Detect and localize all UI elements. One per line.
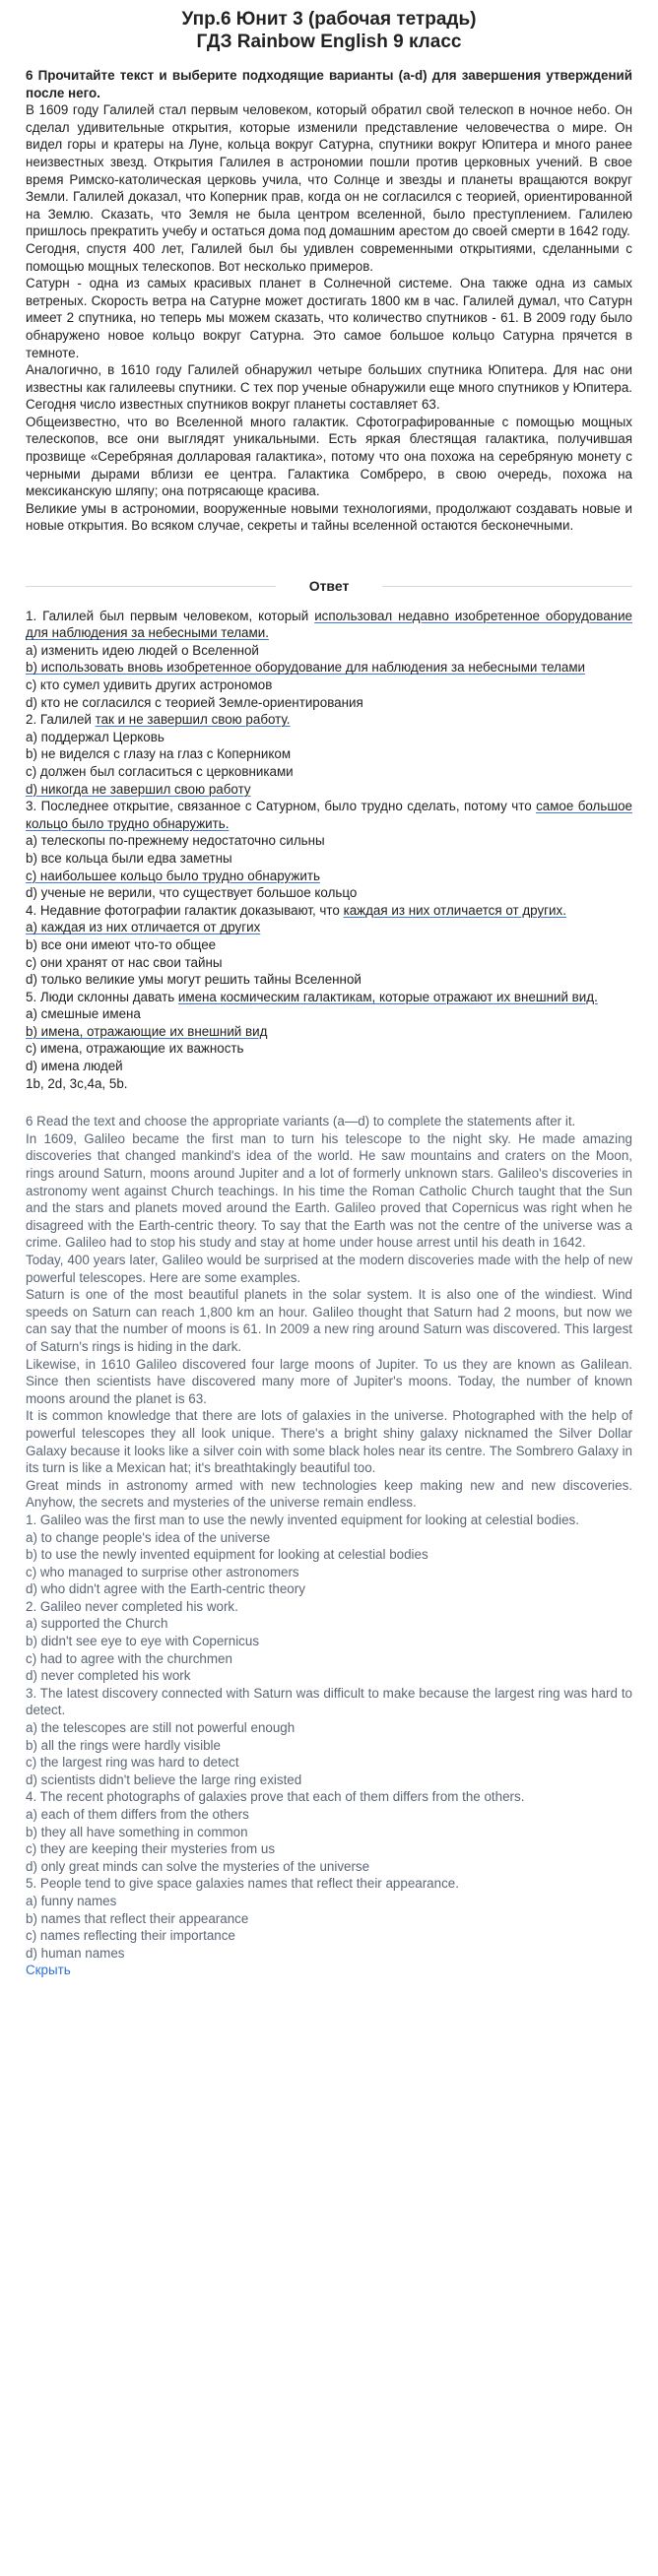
question-5-text: 5. Люди склонны давать xyxy=(26,989,178,1004)
question-1-text: 1. Галилей был первым человеком, который xyxy=(26,608,315,623)
answer-label: Ответ xyxy=(308,578,350,595)
english-line: b) names that reflect their appearance xyxy=(26,1910,249,1926)
english-line: b) to use the newly invented equipment for looking at celestial bodies xyxy=(26,1547,428,1563)
option-2d-correct xyxy=(26,781,632,799)
option-3b: b) все кольца были едва заметны xyxy=(26,850,232,866)
option-4a-correct xyxy=(26,919,632,936)
question-5-highlight: имена космическим галактикам, которые отражают их внешний вид. xyxy=(177,989,598,1004)
question-4 xyxy=(26,902,632,920)
option-5d: d) имена людей xyxy=(26,1059,123,1074)
option-5b-text: b) имена, отражающие их внешний вид xyxy=(26,1023,268,1039)
answer-divider xyxy=(26,578,632,596)
question-2-highlight: так и не завершил свою работу. xyxy=(95,712,291,728)
question-3-text: 3. Последнее открытие, связанное с Сатурном, было трудно сделать, потому что xyxy=(26,799,537,814)
title-line-1: Упр.6 Юнит 3 (рабочая тетрадь) xyxy=(181,9,477,30)
english-line: a) the telescopes are still not powerful enough xyxy=(26,1720,296,1736)
option-3c-text: c) наибольшее кольцо было трудно обнаружить xyxy=(26,868,320,883)
option-2b: b) не виделся с глазу на глаз с Коперником xyxy=(26,746,292,762)
page-title xyxy=(26,8,632,53)
divider-line-left xyxy=(26,586,276,587)
question-3-highlight: самое большое кольцо было трудно обнаружить. xyxy=(26,799,632,831)
english-line: d) only great minds can solve the mysteries of the universe xyxy=(26,1858,370,1874)
task-heading: 6 Прочитайте текст и выберите подходящие варианты (a-d) для завершения утверждений после него. xyxy=(26,68,632,100)
option-4c: c) они хранят от нас свои тайны xyxy=(26,954,223,970)
option-2a: a) поддержал Церковь xyxy=(26,729,164,744)
english-line: 4. The recent photographs of galaxies prove that each of them differs from the others. xyxy=(26,1789,525,1805)
english-line: d) never completed his work xyxy=(26,1668,191,1684)
task-paragraph: В 1609 году Галилей стал первым человеком, который обратил свой телескоп в ночное небо. Он сделал удивительные открытия, которые изменили представление человечества о мире. Он видел горы и кратеры на Луне, кольца вокруг Сатурна, спутники вокруг Юпитера и много ранее неизвестных звезд. Открытия Галилея в астрономии пошли против церковных учений. В свое время Римско-католическая церковь учила, что Солнце и звезды и планеты вращаются вокруг Земли. Галилей доказал, что Коперник прав, когда он не согласился с теорией, ориентированной на Землю. Сказать, что Земля не была центром вселенной, было преступлением. Галилею пришлось прекратить учебу и остаться дома под домашним арестом до своей смерти в 1642 году. xyxy=(26,102,632,239)
option-5a: a) смешные имена xyxy=(26,1006,141,1022)
english-line: Great minds in astronomy armed with new technologies keep making new and new discoveries. Anyhow, the secrets and mysteries of the universe remain endless. xyxy=(26,1477,632,1511)
question-1-highlight: использовал недавно изобретенное оборудование для наблюдения за небесными телами. xyxy=(26,608,632,641)
english-line: c) they are keeping their mysteries from us xyxy=(26,1841,276,1857)
english-line: c) who managed to surprise other astronomers xyxy=(26,1564,299,1579)
english-line: d) scientists didn't believe the large ring existed xyxy=(26,1771,302,1787)
option-3c-correct xyxy=(26,868,632,885)
option-4b: b) все они имеют что-то общее xyxy=(26,936,217,952)
title-line-2: ГДЗ Rainbow English 9 класс xyxy=(196,32,462,52)
english-line: d) who didn't agree with the Earth-centric theory xyxy=(26,1581,305,1597)
task-paragraph: Общеизвестно, что во Вселенной много галактик. Сфотографированные с помощью мощных телескопов, все они выглядят уникальными. Есть яркая блестящая галактика, получившая прозвище «Серебряная долларовая галактика», потому что она похожа на серебряную монету с черными дырами вблизи ее центра. Галактика Сомбреро, в свою очередь, похожа на мексиканскую шляпу; она потрясающе красива. xyxy=(26,414,632,499)
english-line: a) supported the Church xyxy=(26,1616,168,1632)
option-5b-correct xyxy=(26,1023,632,1041)
task-paragraph: Аналогично, в 1610 году Галилей обнаружил четыре больших спутника Юпитера. Для нас они известны как галилеевы спутники. С тех пор ученые обнаружили еще много спутников у Юпитера. Сегодня число известных спутников вокруг планеты составляет 63. xyxy=(26,362,632,413)
english-line: 5. People tend to give space galaxies names that reflect their appearance. xyxy=(26,1876,459,1892)
english-line: In 1609, Galileo became the first man to turn his telescope to the night sky. He made amazing discoveries that changed mankind's idea of the world. He saw mountains and craters on the Moon, rings around Saturn, moons around Jupiter and a lot of formerly unknown stars. Galileo's discoveries in astronomy went against Church teachings. In his time the Roman Catholic Church taught that the Sun and the stars and planets moved around the Earth. Galileo proved that Copernicus was right when he disagreed with the Earth-centric theory. To say that the Earth was not the centre of the universe was a crime. Galileo had to stop his study and stay at home under house arrest until his death in 1642. xyxy=(26,1130,632,1251)
english-line: Likewise, in 1610 Galileo discovered four large moons of Jupiter. To us they are known as Galilean. Since then scientists have discovered many more of Jupiter's moons. Today, the number of known moons around the planet is 63. xyxy=(26,1356,632,1406)
english-line: d) human names xyxy=(26,1945,125,1961)
english-line: b) they all have something in common xyxy=(26,1824,248,1839)
divider-line-right xyxy=(382,586,632,587)
hide-link[interactable]: Скрыть xyxy=(26,1963,71,1978)
task-paragraph: Великие умы в астрономии, вооруженные новыми технологиями, продолжают создавать новые и новые открытия. Во всяком случае, секреты и тайны вселенной остаются бесконечными. xyxy=(26,500,632,534)
english-line: 2. Galileo never completed his work. xyxy=(26,1598,238,1614)
english-line: 6 Read the text and choose the appropriate variants (a—d) to complete the statements after it. xyxy=(26,1114,576,1129)
english-line: c) names reflecting their importance xyxy=(26,1928,235,1944)
english-line: Today, 400 years later, Galileo would be surprised at the modern discoveries made with the help of new powerful telescopes. Here are some examples. xyxy=(26,1253,632,1285)
question-4-text: 4. Недавние фотографии галактик доказывают, что xyxy=(26,902,344,918)
english-line: c) the largest ring was hard to detect xyxy=(26,1755,239,1771)
english-original xyxy=(26,1113,632,1979)
option-3a: a) телескопы по-прежнему недостаточно сильны xyxy=(26,833,325,849)
question-2-text: 2. Галилей xyxy=(26,712,96,728)
answer-section xyxy=(26,608,632,1093)
task-paragraph: Сатурн - одна из самых красивых планет в Солнечной системе. Она также одна из самых ветреных. Скорость ветра на Сатурне может достигать 1800 км в час. Галилей думал, что Сатурн имеет 2 спутника, но теперь мы можем сказать, что количество спутников - 61. В 2009 году было обнаружено новое кольцо вокруг Сатурна. Это самое большое кольцо Сатурна прячется в темноте. xyxy=(26,276,632,360)
english-line: a) funny names xyxy=(26,1893,117,1908)
option-1b-correct: b) использовать вновь изобретенное оборудование для наблюдения за небесными телами xyxy=(26,660,586,676)
option-2c: c) должен был согласиться с церковниками xyxy=(26,763,294,779)
english-line: It is common knowledge that there are lots of galaxies in the universe. Photographed with the help of powerful telescopes they all look unique. There's a bright shiny galaxy nicknamed the Silver Dollar Galaxy because it looks like a silver coin with some black holes near its centre. The Sombrero Galaxy in its turn is like a Mexican hat; it's breathtakingly beautiful too. xyxy=(26,1408,632,1476)
option-1c: c) кто сумел удивить других астрономов xyxy=(26,677,273,692)
option-1d: d) кто не согласился с теорией Земле-ориентирования xyxy=(26,694,363,710)
english-line: 1. Galileo was the first man to use the newly invented equipment for looking at celestial bodies. xyxy=(26,1512,579,1527)
english-line: b) all the rings were hardly visible xyxy=(26,1737,221,1753)
option-3d: d) ученые не верили, что существует большое кольцо xyxy=(26,885,358,901)
question-4-highlight: каждая из них отличается от других. xyxy=(343,902,566,918)
question-2 xyxy=(26,711,632,729)
english-line: Saturn is one of the most beautiful planets in the solar system. It is also one of the windiest. Wind speeds on Saturn can reach 1,800 km an hour. Galileo thought that Saturn had 2 moons, but now we can say that the number of moons is 61. In 2009 a new ring around Saturn was discovered. This largest of Saturn's rings is hiding in the dark. xyxy=(26,1287,632,1354)
task-russian xyxy=(26,67,632,535)
question-1 xyxy=(26,608,632,642)
question-3 xyxy=(26,798,632,832)
option-1a: a) изменить идею людей о Вселенной xyxy=(26,642,259,658)
question-5 xyxy=(26,989,632,1006)
english-line: 3. The latest discovery connected with Saturn was difficult to make because the largest ring was hard to detect. xyxy=(26,1685,632,1718)
option-2d-text: d) никогда не завершил свою работу xyxy=(26,781,251,797)
task-paragraph: Сегодня, спустя 400 лет, Галилей был бы удивлен современными открытиями, сделанными с помощью мощных телескопов. Вот несколько примеров. xyxy=(26,240,632,274)
option-4a-text: a) каждая из них отличается от других xyxy=(26,920,261,935)
option-5c: c) имена, отражающие их важность xyxy=(26,1041,244,1057)
english-line: b) didn't see eye to eye with Copernicus xyxy=(26,1634,260,1649)
answer-summary: 1b, 2d, 3c,4a, 5b. xyxy=(26,1075,128,1091)
page xyxy=(26,0,632,1979)
english-line: a) to change people's idea of the universe xyxy=(26,1529,271,1545)
english-line: a) each of them differs from the others xyxy=(26,1807,249,1822)
english-line: c) had to agree with the churchmen xyxy=(26,1650,232,1666)
option-4d: d) только великие умы могут решить тайны Вселенной xyxy=(26,972,362,988)
